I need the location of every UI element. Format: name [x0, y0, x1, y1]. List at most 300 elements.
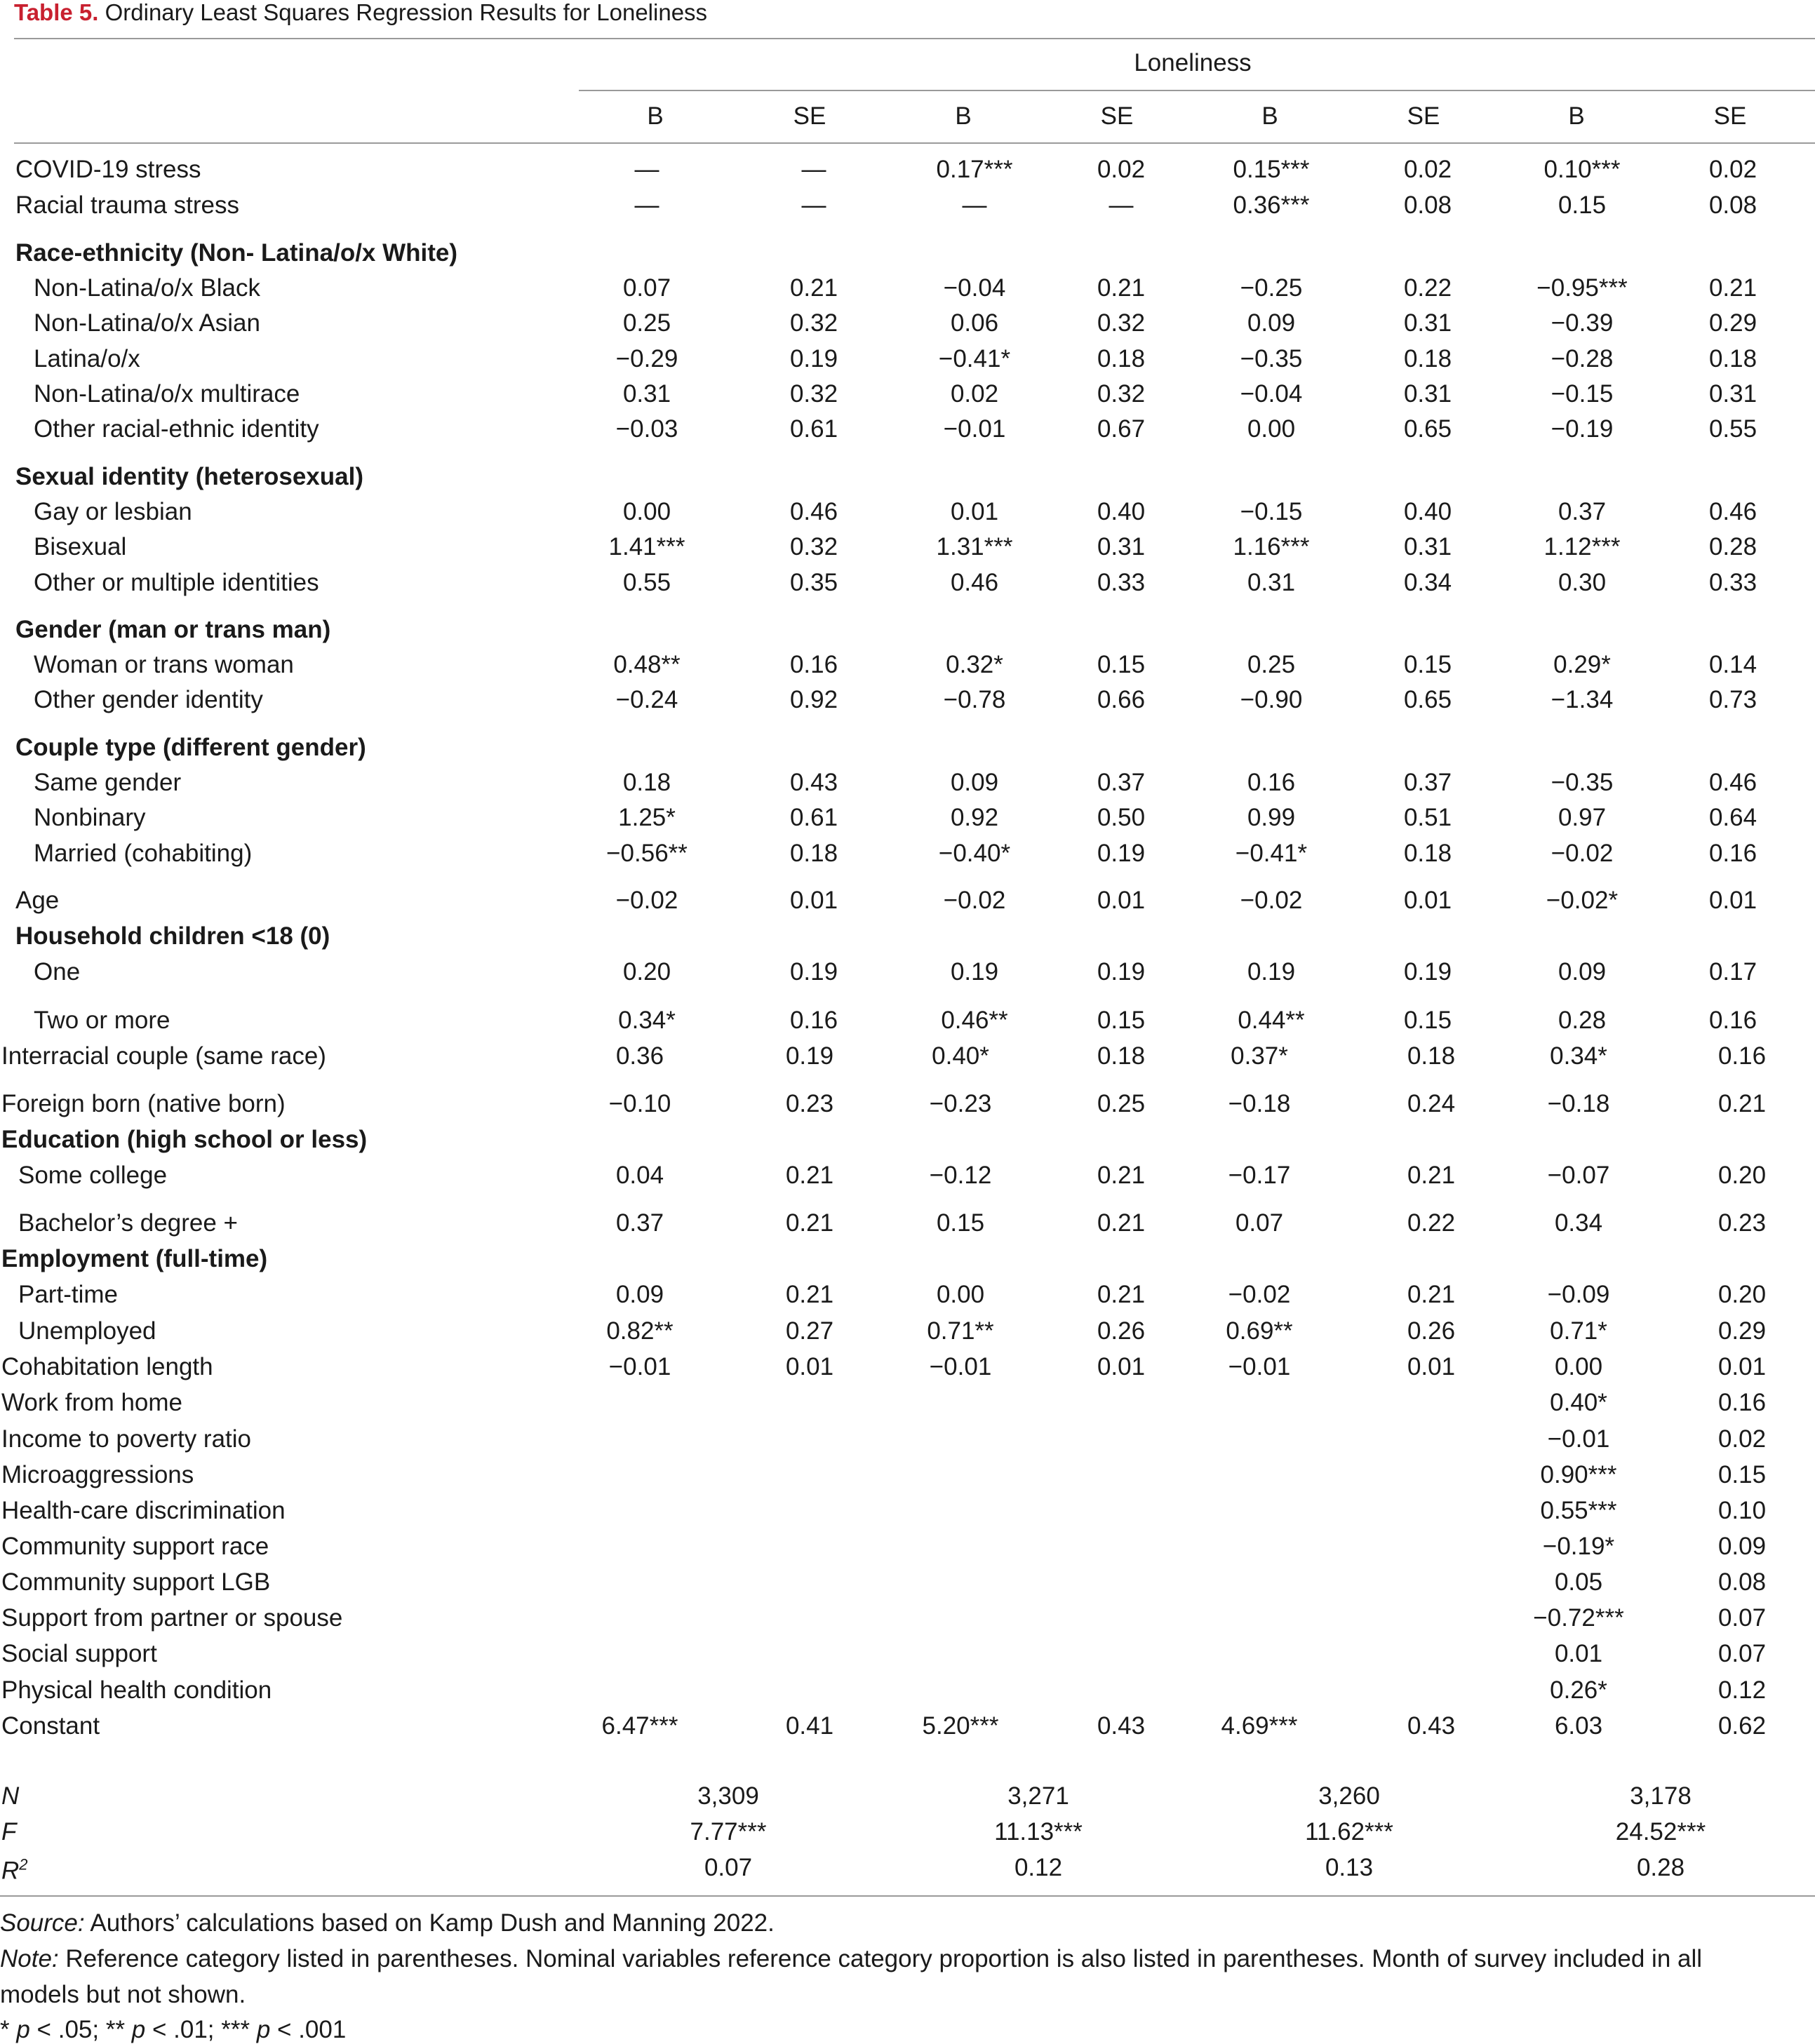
se-cell: 0.01 [789, 887, 838, 914]
se-cell: 0.40 [1403, 498, 1452, 525]
coef-cell: 0.26* [1550, 1676, 1607, 1704]
se-cell: 0.21 [785, 1209, 834, 1237]
se-cell: 0.19 [1403, 958, 1452, 986]
coef-cell: 0.00 [622, 498, 671, 525]
coef-cell: 0.25 [1247, 651, 1296, 678]
row-label: Other racial-ethnic identity [34, 415, 319, 443]
se-cell: 0.65 [1403, 686, 1452, 713]
se-cell: 0.01 [1717, 1353, 1767, 1380]
coef-cell: 0.00 [1554, 1353, 1603, 1380]
se-cell: 0.20 [1717, 1162, 1767, 1189]
se-cell: 0.43 [1407, 1712, 1456, 1740]
note-line-2: models but not shown. [0, 1981, 246, 2008]
se-cell: 0.22 [1403, 274, 1452, 302]
coef-cell: −0.28 [1551, 345, 1614, 372]
se-cell: 0.07 [1717, 1604, 1767, 1632]
coef-cell: 0.71* [1550, 1317, 1607, 1345]
se-cell: 0.21 [1097, 1209, 1146, 1237]
se-cell: 0.32 [789, 533, 838, 560]
coef-cell: −0.19* [1542, 1533, 1615, 1560]
stat-value: 11.13*** [994, 1818, 1083, 1845]
se-cell: 0.55 [1708, 415, 1757, 443]
coef-cell: −0.12 [929, 1162, 992, 1189]
se-cell: 0.23 [785, 1090, 834, 1117]
se-cell: 0.41 [785, 1712, 834, 1740]
se-cell: 0.33 [1097, 569, 1146, 596]
coef-cell: 0.37 [1558, 498, 1607, 525]
se-cell: 0.46 [1708, 769, 1757, 796]
se-cell: 0.12 [1717, 1676, 1767, 1704]
se-cell: 0.07 [1717, 1640, 1767, 1667]
coef-cell: 0.34* [1550, 1042, 1607, 1070]
se-cell: 0.20 [1717, 1281, 1767, 1308]
se-cell: 0.26 [1407, 1317, 1456, 1345]
se-cell: 0.08 [1708, 191, 1757, 219]
coef-cell: 0.17*** [936, 156, 1013, 183]
source-label: Source: [0, 1909, 85, 1937]
se-cell: 0.46 [1708, 498, 1757, 525]
se-cell: 0.40 [1097, 498, 1146, 525]
se-cell: 0.29 [1717, 1317, 1767, 1345]
coef-cell: 0.46** [941, 1007, 1008, 1034]
coef-cell: −0.35 [1551, 769, 1614, 796]
coef-cell: 1.25* [618, 804, 676, 831]
group-heading: Household children <18 (0) [15, 922, 330, 950]
se-cell: 0.65 [1403, 415, 1452, 443]
row-label: Age [15, 887, 60, 914]
coef-cell: 0.92 [950, 804, 999, 831]
coef-cell: −0.03 [615, 415, 678, 443]
coef-cell: 0.82** [606, 1317, 674, 1345]
se-cell: 0.21 [1717, 1090, 1767, 1117]
general-note [0, 1945, 1702, 1973]
header-rule [14, 142, 1815, 144]
stat-value: 0.12 [1014, 1854, 1063, 1881]
se-cell: 0.16 [1708, 840, 1757, 867]
se-cell: 0.66 [1097, 686, 1146, 713]
coef-cell: 1.31*** [936, 533, 1013, 560]
se-cell: 0.32 [1097, 309, 1146, 337]
se-cell: 0.37 [1097, 769, 1146, 796]
coef-cell: 0.09 [1247, 309, 1296, 337]
coef-cell: −0.04 [1240, 380, 1303, 408]
coef-cell: 0.07 [1235, 1209, 1284, 1237]
coef-cell: 6.47*** [601, 1712, 678, 1740]
stat-value: 3,309 [697, 1782, 759, 1810]
se-cell: — [1109, 191, 1134, 219]
row-label: Support from partner or spouse [1, 1604, 343, 1632]
coef-cell: −0.04 [943, 274, 1006, 302]
coef-cell: 0.09 [950, 769, 999, 796]
stat-label-text: N [1, 1782, 20, 1810]
coef-cell: 0.44** [1238, 1007, 1305, 1034]
row-label: Constant [1, 1712, 100, 1740]
se-cell: 0.19 [1097, 958, 1146, 986]
coef-cell: 0.99 [1247, 804, 1296, 831]
se-cell: 0.02 [1403, 156, 1452, 183]
coef-cell: 0.25 [622, 309, 671, 337]
coef-cell: −0.41* [1235, 840, 1308, 867]
column-header: SE [793, 102, 826, 130]
column-header: B [955, 102, 972, 130]
row-label: Health-care discrimination [1, 1497, 286, 1524]
se-cell: 0.02 [1708, 156, 1757, 183]
se-cell: 0.18 [1708, 345, 1757, 372]
coef-cell: 0.48** [613, 651, 681, 678]
note-line-1: Reference category listed in parentheses. Nominal variables reference category proportion is also listed in parentheses. Month of survey included in all [58, 1945, 1703, 1972]
coef-cell: −0.15 [1551, 380, 1614, 408]
coef-cell: −0.02 [943, 887, 1006, 914]
coef-cell: −0.09 [1547, 1281, 1610, 1308]
coef-cell: 0.10*** [1543, 156, 1621, 183]
row-label: Other or multiple identities [34, 569, 319, 596]
coef-cell: 1.16*** [1233, 533, 1310, 560]
se-cell: 0.18 [789, 840, 838, 867]
coef-cell: 0.90*** [1540, 1461, 1617, 1488]
row-label: Non-Latina/o/x Asian [34, 309, 260, 337]
se-cell: 0.02 [1717, 1425, 1767, 1453]
coef-cell: 0.05 [1554, 1568, 1603, 1596]
coef-cell: 0.01 [950, 498, 999, 525]
coef-cell: −0.02 [1228, 1281, 1291, 1308]
coef-cell: 0.28 [1558, 1007, 1607, 1034]
se-cell: 0.08 [1403, 191, 1452, 219]
coef-cell: −0.02 [615, 887, 678, 914]
row-label: Some college [18, 1162, 168, 1189]
coef-cell: — [634, 191, 659, 219]
row-label: Social support [1, 1640, 157, 1667]
coef-cell: 0.15 [936, 1209, 985, 1237]
group-heading: Race-ethnicity (Non- Latina/o/x White) [15, 239, 458, 267]
se-cell: 0.21 [1708, 274, 1757, 302]
se-cell: 0.21 [1097, 1281, 1146, 1308]
row-label: Non-Latina/o/x multirace [34, 380, 300, 408]
se-cell: 0.67 [1097, 415, 1146, 443]
se-cell: 0.22 [1407, 1209, 1456, 1237]
row-label: Woman or trans woman [34, 651, 294, 678]
se-cell: 0.43 [1097, 1712, 1146, 1740]
row-label: Two or more [34, 1007, 170, 1034]
coef-cell: 0.15 [1558, 191, 1607, 219]
coef-cell: 0.19 [950, 958, 999, 986]
coef-cell: 0.55*** [1540, 1497, 1617, 1524]
coef-cell: 0.16 [1247, 769, 1296, 796]
se-cell: 0.15 [1403, 651, 1452, 678]
se-cell: 0.16 [1708, 1007, 1757, 1034]
se-cell: 0.34 [1403, 569, 1452, 596]
coef-cell: 0.15*** [1233, 156, 1310, 183]
se-cell: 0.16 [789, 651, 838, 678]
coef-cell: −0.01 [929, 1353, 992, 1380]
stat-label [1, 1818, 16, 1846]
stat-value: 0.13 [1325, 1854, 1374, 1881]
coef-cell: 0.00 [1247, 415, 1296, 443]
coef-cell: −0.24 [615, 686, 678, 713]
table-caption [14, 0, 707, 25]
group-heading: Sexual identity (heterosexual) [15, 463, 363, 490]
se-cell: 0.19 [1097, 840, 1146, 867]
se-cell: 0.23 [1717, 1209, 1767, 1237]
spanner-rule [579, 90, 1815, 91]
table-title: Ordinary Least Squares Regression Results for Loneliness [98, 0, 708, 25]
se-cell: 0.14 [1708, 651, 1757, 678]
coef-cell: 0.69** [1226, 1317, 1293, 1345]
se-cell: 0.16 [1717, 1389, 1767, 1416]
se-cell: 0.01 [1097, 887, 1146, 914]
coef-cell: 0.30 [1558, 569, 1607, 596]
row-label: COVID-19 stress [15, 156, 201, 183]
se-cell: 0.31 [1403, 380, 1452, 408]
se-cell: 0.21 [785, 1281, 834, 1308]
stat-value: 0.28 [1636, 1854, 1685, 1881]
coef-cell: −1.34 [1551, 686, 1614, 713]
coef-cell: 0.37* [1231, 1042, 1288, 1070]
se-cell: 0.31 [1403, 533, 1452, 560]
coef-cell: 0.18 [622, 769, 671, 796]
row-label: Nonbinary [34, 804, 146, 831]
coef-cell: 6.03 [1554, 1712, 1603, 1740]
coef-cell: −0.02 [1240, 887, 1303, 914]
se-cell: 0.10 [1717, 1497, 1767, 1524]
se-cell: 0.51 [1403, 804, 1452, 831]
coef-cell: −0.10 [608, 1090, 671, 1117]
coef-cell: 0.01 [1554, 1640, 1603, 1667]
row-label: Other gender identity [34, 686, 263, 713]
coef-cell: 4.69*** [1221, 1712, 1298, 1740]
se-cell: 0.21 [785, 1162, 834, 1189]
group-heading: Gender (man or trans man) [15, 616, 331, 643]
coef-cell: 0.46 [950, 569, 999, 596]
row-label: Bachelor’s degree + [18, 1209, 238, 1237]
row-label: Bisexual [34, 533, 127, 560]
coef-cell: −0.29 [615, 345, 678, 372]
significance-note [0, 2016, 346, 2044]
group-heading: Employment (full-time) [1, 1245, 268, 1272]
se-cell: 0.09 [1717, 1533, 1767, 1560]
coef-cell: −0.19 [1551, 415, 1614, 443]
se-cell: 0.27 [785, 1317, 834, 1345]
stat-value: 3,260 [1318, 1782, 1380, 1810]
coef-cell: −0.01 [1228, 1353, 1291, 1380]
coef-cell: 0.19 [1247, 958, 1296, 986]
coef-cell: 0.20 [622, 958, 671, 986]
row-label: One [34, 958, 81, 986]
se-cell: 0.18 [1403, 345, 1452, 372]
row-label: Interracial couple (same race) [1, 1042, 326, 1070]
coef-cell: — [634, 156, 659, 183]
stat-value: 3,271 [1007, 1782, 1069, 1810]
coef-cell: 0.55 [622, 569, 671, 596]
coef-cell: −0.56** [606, 840, 688, 867]
row-label: Income to poverty ratio [1, 1425, 251, 1453]
se-cell: 0.31 [1708, 380, 1757, 408]
coef-cell: 1.41*** [608, 533, 685, 560]
top-rule [14, 38, 1815, 39]
coef-cell: 0.00 [936, 1281, 985, 1308]
se-cell: 0.19 [789, 958, 838, 986]
se-cell: 0.61 [789, 804, 838, 831]
se-cell: 0.29 [1708, 309, 1757, 337]
coef-cell: −0.01 [943, 415, 1006, 443]
row-label: Work from home [1, 1389, 183, 1416]
se-cell: 0.43 [789, 769, 838, 796]
coef-cell: 0.97 [1558, 804, 1607, 831]
row-label: Same gender [34, 769, 182, 796]
coef-cell: 0.29* [1553, 651, 1611, 678]
se-cell: 0.19 [789, 345, 838, 372]
se-cell: 0.32 [789, 309, 838, 337]
se-cell: 0.15 [1097, 651, 1146, 678]
coef-cell: −0.07 [1547, 1162, 1610, 1189]
se-cell: 0.32 [789, 380, 838, 408]
row-label: Married (cohabiting) [34, 840, 253, 867]
coef-cell: 0.34* [618, 1007, 676, 1034]
se-cell: 0.32 [1097, 380, 1146, 408]
stat-value: 24.52*** [1615, 1818, 1706, 1845]
se-cell: — [801, 191, 826, 219]
coef-cell: 0.34 [1554, 1209, 1603, 1237]
stat-value: 0.07 [704, 1854, 753, 1881]
row-label: Latina/o/x [34, 345, 140, 372]
stat-label [1, 1851, 28, 1885]
se-cell: 0.35 [789, 569, 838, 596]
coef-cell: 0.07 [622, 274, 671, 302]
se-cell: 0.16 [1717, 1042, 1767, 1070]
bottom-rule [0, 1895, 1815, 1897]
coef-cell: −0.35 [1240, 345, 1303, 372]
se-cell: 0.64 [1708, 804, 1757, 831]
se-cell: 0.17 [1708, 958, 1757, 986]
coef-cell: −0.23 [929, 1090, 992, 1117]
se-cell: 0.31 [1403, 309, 1452, 337]
column-header: SE [1713, 102, 1747, 130]
stat-label-text: R [1, 1857, 20, 1885]
coef-cell: −0.78 [943, 686, 1006, 713]
stat-superscript: 2 [19, 1855, 28, 1874]
se-cell: 0.15 [1717, 1461, 1767, 1488]
note-label: Note: [0, 1945, 59, 1972]
coef-cell: 0.09 [615, 1281, 664, 1308]
spanner-header: Loneliness [1134, 49, 1252, 76]
row-label: Physical health condition [1, 1676, 272, 1704]
coef-cell: 0.06 [950, 309, 999, 337]
coef-cell: 0.71** [927, 1317, 994, 1345]
coef-cell: 0.37 [615, 1209, 664, 1237]
column-header: SE [1100, 102, 1134, 130]
coef-cell: −0.17 [1228, 1162, 1291, 1189]
row-label: Cohabitation length [1, 1353, 213, 1380]
row-label: Racial trauma stress [15, 191, 239, 219]
row-label: Unemployed [18, 1317, 156, 1345]
row-label: Microaggressions [1, 1461, 194, 1488]
coef-cell: 0.36 [615, 1042, 664, 1070]
source-note [0, 1909, 775, 1937]
row-label: Community support race [1, 1533, 269, 1560]
coef-cell: −0.95*** [1536, 274, 1628, 302]
coef-cell: −0.01 [1547, 1425, 1610, 1453]
coef-cell: −0.90 [1240, 686, 1303, 713]
coef-cell: 0.36*** [1233, 191, 1310, 219]
se-cell: 0.21 [1407, 1162, 1456, 1189]
se-cell: 0.92 [789, 686, 838, 713]
stat-value: 7.77*** [690, 1818, 767, 1845]
coef-cell: 0.31 [1247, 569, 1296, 596]
coef-cell: −0.01 [608, 1353, 671, 1380]
coef-cell: 0.02 [950, 380, 999, 408]
row-label: Gay or lesbian [34, 498, 192, 525]
coef-cell: −0.39 [1551, 309, 1614, 337]
coef-cell: −0.72*** [1533, 1604, 1624, 1632]
se-cell: 0.61 [789, 415, 838, 443]
coef-cell: −0.18 [1228, 1090, 1291, 1117]
coef-cell: −0.02 [1551, 840, 1614, 867]
coef-cell: 5.20*** [922, 1712, 999, 1740]
se-cell: 0.31 [1097, 533, 1146, 560]
se-cell: — [801, 156, 826, 183]
se-cell: 0.73 [1708, 686, 1757, 713]
stat-label [1, 1782, 19, 1810]
column-header: B [647, 102, 664, 130]
row-label: Foreign born (native born) [1, 1090, 286, 1117]
coef-cell: 1.12*** [1543, 533, 1621, 560]
column-header: SE [1407, 102, 1440, 130]
coef-cell: — [962, 191, 987, 219]
se-cell: 0.46 [789, 498, 838, 525]
stat-value: 11.62*** [1305, 1818, 1393, 1845]
se-cell: 0.16 [789, 1007, 838, 1034]
stat-label-text: F [1, 1818, 17, 1845]
se-cell: 0.15 [1097, 1007, 1146, 1034]
table-number: Table 5. [14, 0, 99, 25]
se-cell: 0.25 [1097, 1090, 1146, 1117]
se-cell: 0.01 [1097, 1353, 1146, 1380]
coef-cell: 0.40* [1550, 1389, 1607, 1416]
se-cell: 0.19 [785, 1042, 834, 1070]
se-cell: 0.01 [1403, 887, 1452, 914]
group-heading: Couple type (different gender) [15, 734, 366, 761]
coef-cell: −0.25 [1240, 274, 1303, 302]
se-cell: 0.21 [1407, 1281, 1456, 1308]
se-cell: 0.62 [1717, 1712, 1767, 1740]
se-cell: 0.18 [1097, 1042, 1146, 1070]
se-cell: 0.01 [1708, 887, 1757, 914]
coef-cell: 0.31 [622, 380, 671, 408]
se-cell: 0.37 [1403, 769, 1452, 796]
se-cell: 0.33 [1708, 569, 1757, 596]
se-cell: 0.02 [1097, 156, 1146, 183]
column-header: B [1568, 102, 1585, 130]
se-cell: 0.26 [1097, 1317, 1146, 1345]
column-header: B [1261, 102, 1278, 130]
se-cell: 0.24 [1407, 1090, 1456, 1117]
se-cell: 0.21 [1097, 274, 1146, 302]
se-cell: 0.28 [1708, 533, 1757, 560]
row-label: Part-time [18, 1281, 118, 1308]
significance-text: * p < .05; ** p < .01; *** p < .001 [0, 2016, 347, 2043]
se-cell: 0.15 [1403, 1007, 1452, 1034]
general-note-cont [0, 1981, 246, 2009]
row-label: Non-Latina/o/x Black [34, 274, 260, 302]
se-cell: 0.01 [1407, 1353, 1456, 1380]
coef-cell: 0.32* [946, 651, 1003, 678]
coef-cell: −0.02* [1546, 887, 1619, 914]
se-cell: 0.50 [1097, 804, 1146, 831]
coef-cell: −0.41* [938, 345, 1011, 372]
coef-cell: −0.40* [938, 840, 1011, 867]
se-cell: 0.21 [1097, 1162, 1146, 1189]
se-cell: 0.01 [785, 1353, 834, 1380]
se-cell: 0.18 [1403, 840, 1452, 867]
